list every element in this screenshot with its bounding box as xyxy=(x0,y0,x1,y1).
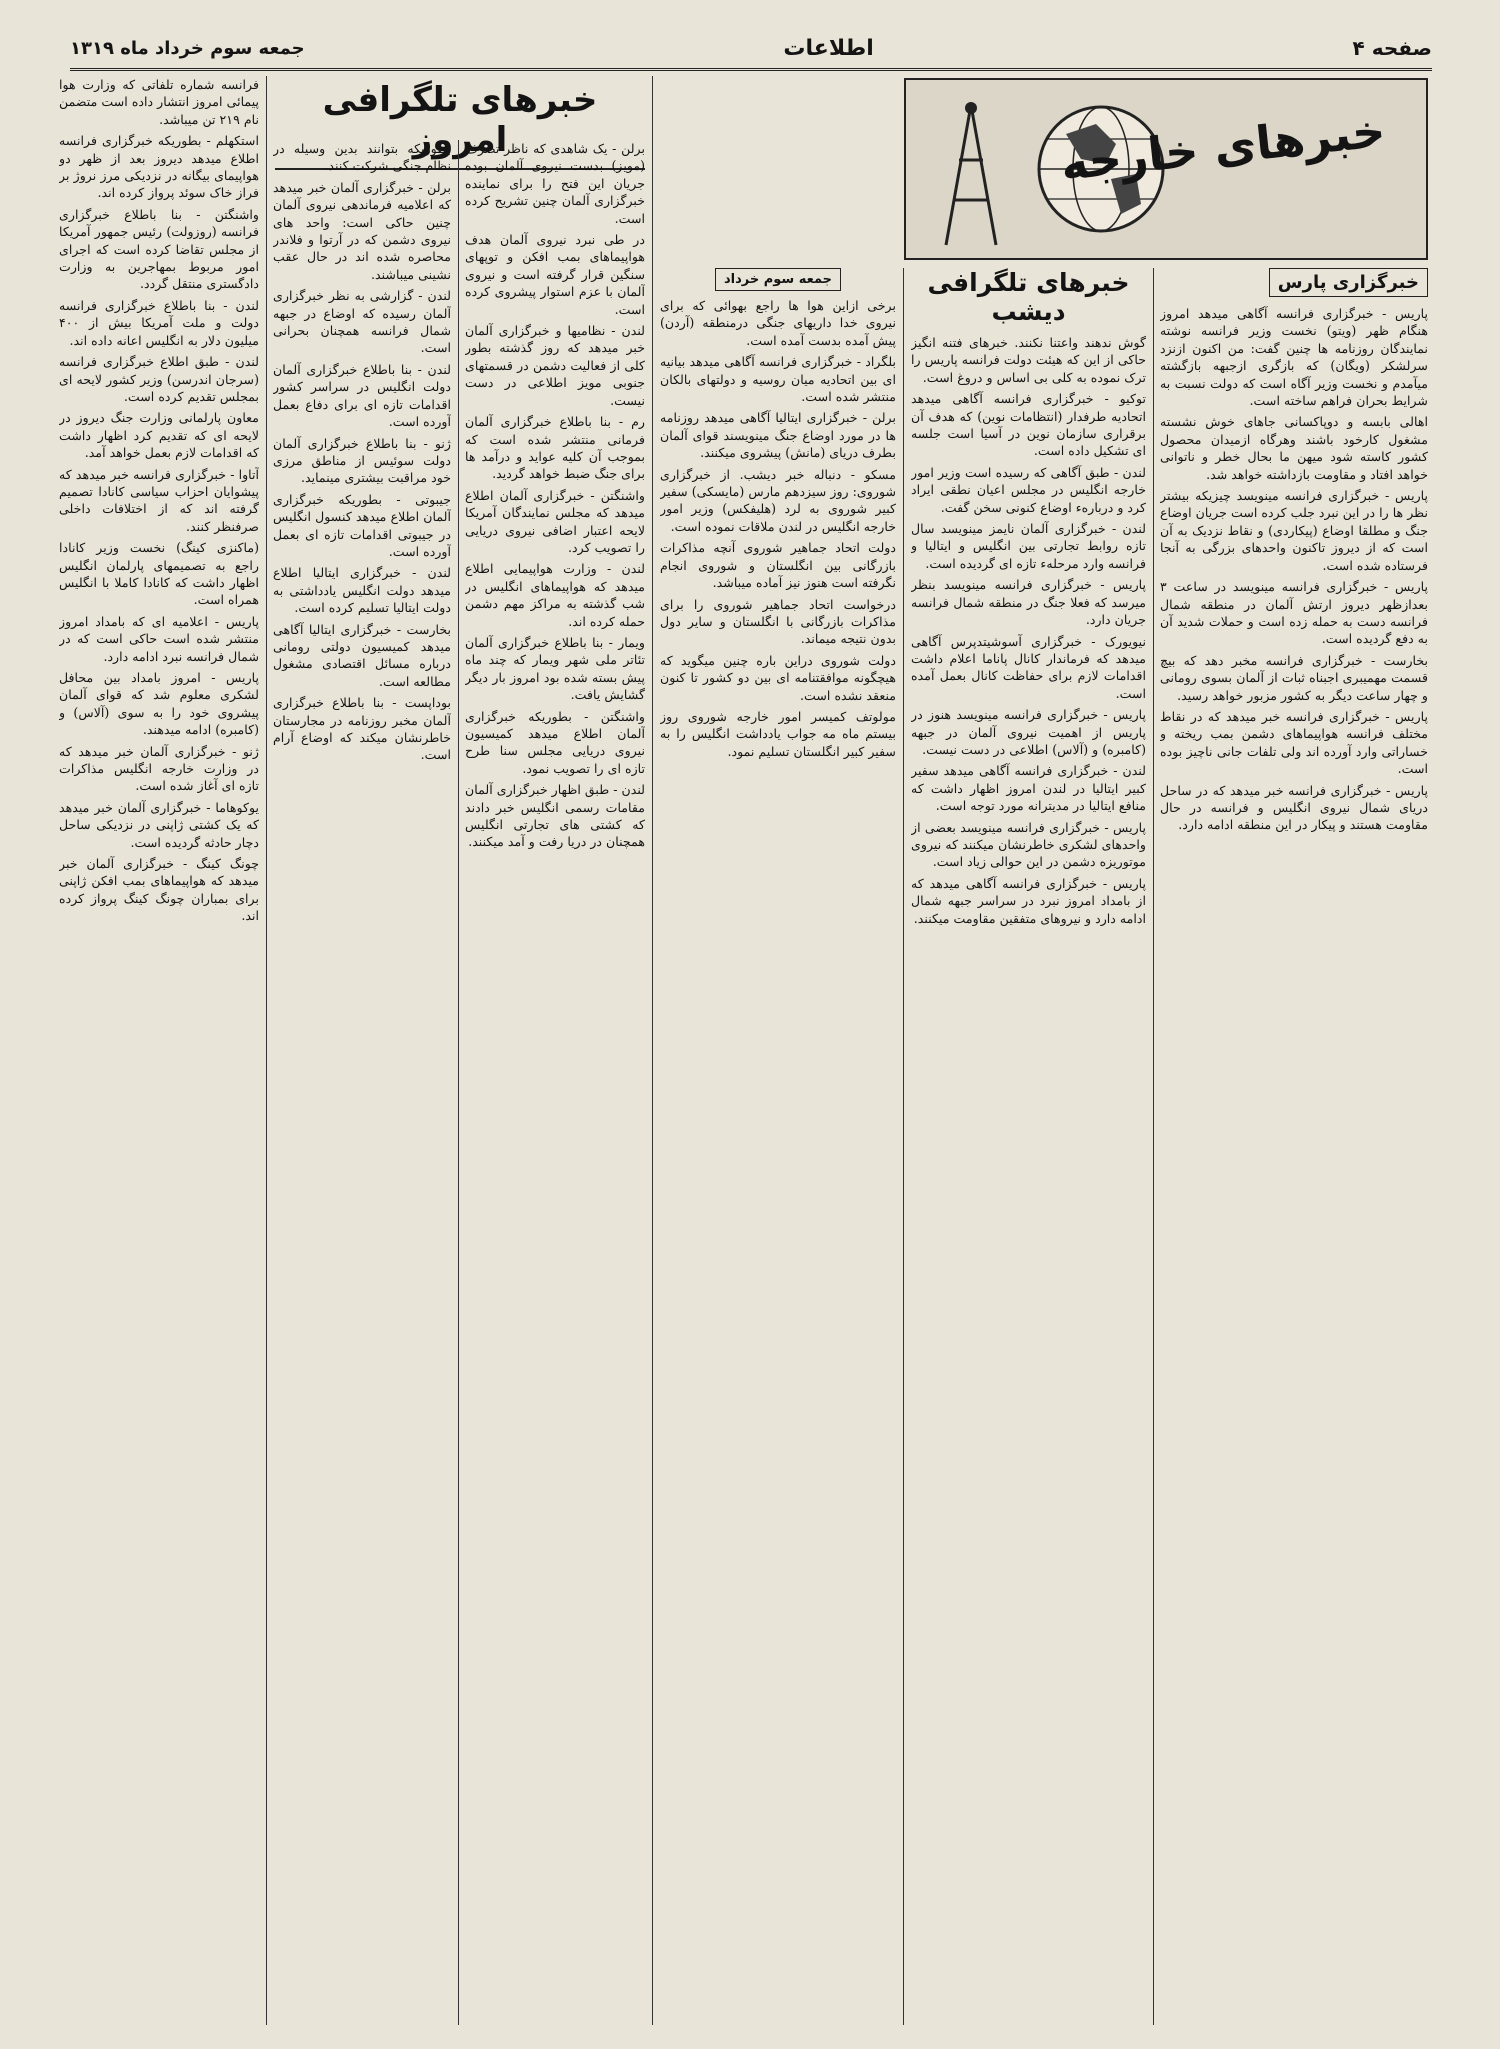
article: لندن - خبرگزاری فرانسه آگاهی میدهد سفیر کبیر ایتالیا در لندن امروز اظهار داشت که منافع ایتالیا در مدیترانه مورد توجه است. xyxy=(911,763,1146,814)
section-title-pars: خبرگزاری پارس xyxy=(1269,268,1428,297)
article: لندن - طبق اطلاع خبرگزاری فرانسه (سرجان اندرسن) وزیر کشور لایحه ای بمجلس تقدیم کرده است. xyxy=(59,354,259,404)
article: برلن - خبرگزاری آلمان خبر میدهد که اعلامیه فرماندهی نیروی آلمان چنین حاکی است: واحد های نیروی دشمن که در آرتوا و فلاندر محاصره شده اند در حال عقب نشینی میباشند. xyxy=(273,179,451,282)
foreign-news-banner xyxy=(904,78,1428,260)
section-title-today: خبرهای تلگرافی امروز xyxy=(275,80,645,170)
article: جیبوتی - بطوریکه خبرگزاری آلمان اطلاع میدهد کنسول انگلیس در جیبوتی اقدامات تازه ای بعمل آورده است. xyxy=(273,491,451,559)
article: پاریس - خبرگزاری فرانسه مینویسد در ساعت ۳ بعدازظهر دیروز ارتش آلمان در منطقه شمال فرانسه دست به حمله زده است و حملات شدید آن به دفع گردیده است. xyxy=(1160,579,1428,647)
article: رم - بنا باطلاع خبرگزاری آلمان فرمانی منتشر شده است که بموجب آن کلیه عواید و درآمد ها برای جنگ ضبط خواهد گردید. xyxy=(465,414,645,482)
article: لندن - وزارت هواپیمایی اطلاع میدهد که هواپیماهای انگلیس در شب گذشته به مراکز مهم دشمن حمله کرده اند. xyxy=(465,561,645,629)
article: ژنو - بنا باطلاع خبرگزاری آلمان دولت سوئیس از مناطق مرزی خود مراقبت بیشتری مینماید. xyxy=(273,435,451,486)
article: چونگ کینگ - خبرگزاری آلمان خبر میدهد که هواپیماهای بمب افکن ژاپنی برای بمباران چونگ کینگ پرواز کرده اند. xyxy=(59,856,259,924)
radio-tower-illustration xyxy=(926,100,1016,250)
article: آتاوا - خبرگزاری فرانسه خبر میدهد که پیشوایان احزاب سیاسی کانادا تصمیم گرفته اند که از اختلافات داخلی صرفنظر کنند. xyxy=(59,466,259,534)
article: اهالی بابسه و دوپاکسانی جاهای خوش نشسته مشغول کارخود باشند وهرگاه ازمیدان محصول کشور کاسته شود میهن ما بحال خطر و ناتوانی خواهد افتاد و مقاومت بازداشته خواهد شد. xyxy=(1160,414,1428,482)
article: لندن - بنا باطلاع خبرگزاری آلمان دولت انگلیس در سراسر کشور اقدامات تازه ای برای دفاع بعمل آورده است. xyxy=(273,361,451,430)
column-rule xyxy=(266,76,267,2025)
column-night-news xyxy=(911,268,1146,2025)
article: گوش ندهند واعتنا نکنند. خبرهای فتنه انگیز حاکی از این که هیئت دولت فرانسه پاریس را ترک نموده به کلی بی اساس و دروغ است. xyxy=(911,335,1146,385)
column-pars xyxy=(1160,268,1428,2025)
column-rule xyxy=(1153,268,1154,2025)
article: مولوتف کمیسر امور خارجه شوروی روز بیستم ماه مه جواب یادداشت انگلیس را به سفیر کبیر انگلستان تسلیم نمود. xyxy=(660,708,896,759)
column-middle xyxy=(660,268,896,2025)
article: واشنگتن - بنا باطلاع خبرگزاری فرانسه (روزولت) رئیس جمهور آمریکا از مجلس تقاضا کرده است که اجرای امور مربوط بمهاجرین به وزارت دادگستری منتقل گردد. xyxy=(59,206,259,292)
banner-title: خبرهای خارجه xyxy=(1058,103,1388,191)
article: ویمار - بنا باطلاع خبرگزاری آلمان تئاتر ملی شهر ویمار که چند ماه پیش بسته شده بود امروز بار دیگر گشایش یافت. xyxy=(465,634,645,703)
article: پاریس - خبرگزاری فرانسه آگاهی میدهد امروز هنگام ظهر (ویتو) نخست وزیر فرانسه نوشته نمایندگان روزنامه ها چنین گفت: من اکنون ازنزد سرلشکر (ویگان) که بازگری ازجبهه بازگشته میآمدم و نخست وزیر آگاه است که دولت نسبت به شرایط بحران فراهم ساخته است. xyxy=(1160,306,1428,409)
article: لندن - نظامیها و خبرگزاری آلمان خبر میدهد که روز گذشته بطور کلی از فعالیت دشمن در قسمتهای جنوبی مویز اطلاعی در دست نیست. xyxy=(465,323,645,408)
article: بطوریکه بتوانند بدین وسیله در نظام جنگی شرکت کنند. xyxy=(273,141,451,174)
issue-date: جمعه سوم خرداد ماه ۱۳۱۹ xyxy=(70,37,305,59)
article: پاریس - خبرگزاری فرانسه مینویسد هنوز در پاریس از اهمیت نیروی آلمان در جبهه (کامبره) و (آلاس) اطلاعی در دست نیست. xyxy=(911,707,1146,757)
article: پاریس - خبرگزاری فرانسه مینویسد بعضی از واحدهای لشکری خاطرنشان میکنند که نیروی موتوریزه دشمن در این حوالی زیاد است. xyxy=(911,819,1146,870)
article: درخواست اتحاد جماهیر شوروی را برای مذاکرات بازرگانی با انگلستان و سایر دول بدون نتیجه میماند. xyxy=(660,596,896,647)
article: لندن - خبرگزاری آلمان نایمز مینویسد سال تازه روابط تجارتی بین انگلیس و ایتالیا و فرانسه وارد مرحلهء تازه ای گردیده است. xyxy=(911,521,1146,571)
newspaper-name: اطلاعات xyxy=(783,35,874,61)
section-title-night: خبرهای تلگرافی دیشب xyxy=(927,268,1130,326)
article: بلگراد - خبرگزاری فرانسه آگاهی میدهد بیانیه ای بین اتحادیه میان روسیه و دولتهای بالکان منتشر شده است. xyxy=(660,354,896,405)
column-rule xyxy=(458,140,459,2025)
article: واشنگتن - خبرگزاری آلمان اطلاع میدهد که مجلس نمایندگان آمریکا لایحه اعتبار اضافی نیروی دریایی را تصویب کرد. xyxy=(465,487,645,555)
article: در طی نبرد نیروی آلمان هدف هواپیماهای بمب افکن و توپهای سنگین قرار گرفته است و نیروی آلمان با عزم استوار پیشروی کرده است. xyxy=(465,232,645,317)
article: لندن - طبق اظهار خبرگزاری آلمان مقامات رسمی انگلیس خبر دادند که کشتی های تجارتی انگلیس همچنان در دریا رفت و آمد میکنند. xyxy=(465,782,645,850)
article: دولت اتحاد جماهیر شوروی آنچه مذاکرات بازرگانی بین انگلستان و شوروی انجام نگرفته است هنوز نیز آماده میباشد. xyxy=(660,540,896,591)
article: توکیو - خبرگزاری فرانسه آگاهی میدهد اتحادیه طرفدار (انتظامات نوین) که هدف آن برقراری سازمان نوین در آسیا است جلسه ای تشکیل داده است. xyxy=(911,391,1146,459)
article: پاریس - خبرگزاری فرانسه خبر میدهد که در ساحل دریای شمال نیروی انگلیس و فرانسه در حال مقاومت هستند و پیکار در این منطقه ادامه دارد. xyxy=(1160,782,1428,833)
article: فرانسه شماره تلفاتی که وزارت هوا پیمائی امروز انتشار داده است متضمن نام ۲۱۹ تن میباشد. xyxy=(59,77,259,127)
article: برلن - خبرگزاری ایتالیا آگاهی میدهد روزنامه ها در مورد اوضاع جنگ مینویسند قوای آلمان بطرف دریای (مانش) پیشروی میکنند. xyxy=(660,410,896,461)
article: پاریس - خبرگزاری فرانسه خبر میدهد که در نقاط مختلف فرانسه هواپیماهای دشمن بمب ریخته و خساراتی وارد آورده اند ولی تلفات جانی ناچیز بوده است. xyxy=(1160,708,1428,777)
column-rule xyxy=(903,268,904,2025)
article: لندن - خبرگزاری ایتالیا اطلاع میدهد دولت انگلیس یادداشتی به دولت ایتالیا تسلیم کرده است. xyxy=(273,565,451,616)
article: معاون پارلمانی وزارت جنگ دیروز در لایحه ای که تقدیم کرد اظهار داشت که اقدامات لازم بعمل خواهد آمد. xyxy=(59,410,259,461)
article: لندن - بنا باطلاع خبرگزاری فرانسه دولت و ملت آمریکا بیش از ۴۰۰ میلیون دلار به انگلیس اعانه داده اند. xyxy=(59,297,259,348)
column-left xyxy=(59,76,259,2025)
page-number: صفحه ۴ xyxy=(1352,36,1432,60)
article: پاریس - اعلامیه ای که بامداد امروز منتشر شده است حاکی است که در شمال فرانسه نبرد ادامه دارد. xyxy=(59,613,259,664)
article: پاریس - امروز بامداد بین محافل لشکری معلوم شد که قوای آلمان پیشروی خود را به سوی (آلاس) و (کامبره) ادامه میدهند. xyxy=(59,670,259,738)
dateline: جمعه سوم خرداد xyxy=(715,268,841,291)
article: پاریس - خبرگزاری فرانسه آگاهی میدهد که از بامداد امروز نبرد در سراسر جبهه شمال ادامه دارد و نیروهای متفقین مقاومت میکنند. xyxy=(911,875,1146,926)
article: لندن - گزارشی به نظر خبرگزاری آلمان رسیده که اوضاع در جبهه شمال فرانسه همچنان بحرانی است. xyxy=(273,288,451,356)
article: یوکوهاما - خبرگزاری آلمان خبر میدهد که یک کشتی ژاپنی در نزدیکی ساحل دچار حادثه گردیده است. xyxy=(59,799,259,850)
article: استکهلم - بطوریکه خبرگزاری فرانسه اطلاع میدهد دیروز بعد از ظهر دو هواپیمای بیگانه در نزدیکی مرز نروژ بر فراز خاک سوئد پرواز کرده اند. xyxy=(59,133,259,201)
article: ژنو - خبرگزاری آلمان خبر میدهد که در وزارت خارجه انگلیس مذاکرات تازه ای آغاز شده است. xyxy=(59,743,259,794)
article: بخارست - خبرگزاری فرانسه مخبر دهد که بیچ قسمت مهمیبری اجبناه ثبات از آلمان بسوی رومانی و چهار ساعت دیگر به کشور مزبور خواهد رسید. xyxy=(1160,652,1428,703)
article: دولت شوروی دراین باره چنین میگوید که هیچگونه موافقتنامه ای بین دو کشور تا کنون منعقد نشده است. xyxy=(660,652,896,703)
column-today-1 xyxy=(465,140,645,2025)
article: بوداپست - بنا باطلاع خبرگزاری آلمان مخبر روزنامه در مجارستان خاطرنشان میکند که اوضاع آرام است. xyxy=(273,695,451,763)
article: پاریس - خبرگزاری فرانسه مینویسد بنظر میرسد که فعلا جنگ در منطقه شمال فرانسه جریان دارد. xyxy=(911,577,1146,628)
article: پاریس - خبرگزاری فرانسه مینویسد چیزیکه بیشتر نظر ها را در این نبرد جلب کرده است جریان اوضاع جنگ و مطلقا اوضاع (پیکاردی) و نقاط نزدیک به آن است که از دیروز تاکنون واحدهای بزرگی به آنجا فرستاده شده است. xyxy=(1160,488,1428,573)
column-today-2 xyxy=(273,140,451,2025)
column-rule xyxy=(652,76,653,2025)
page-header xyxy=(70,28,1432,71)
article: برخی ازاین هوا ها راجع بهوائی که برای نیروی خدا داریهای جنگی درمنطقه (آردن) پیش آمده بدست آمده است. xyxy=(660,298,896,348)
article: برلن - یک شاهدی که ناظر تصرف (مویز) بدست نیروی آلمان بوده جریان این فتح را برای نماینده خبرگزاری آلمان چنین تشریح کرده است. xyxy=(465,141,645,226)
article: واشنگتن - بطوریکه خبرگزاری آلمان اطلاع میدهد کمیسیون نیروی دریایی مجلس سنا طرح تازه ای را تصویب نمود. xyxy=(465,708,645,776)
article: مسکو - دنباله خبر دیشب. از خبرگزاری شوروی: روز سیزدهم مارس (مایسکی) سفیر کبیر شوروی به لرد (هلیفکس) وزیر امور خارجه انگلیس در لندن ملاقات نموده است. xyxy=(660,466,896,534)
article: بخارست - خبرگزاری ایتالیا آگاهی میدهد کمیسیون دولتی رومانی درباره مسائل اقتصادی مشغول مطالعه است. xyxy=(273,621,451,689)
article: لندن - طبق آگاهی که رسیده است وزیر امور خارجه انگلیس در مجلس اعیان نطقی ایراد کرد و دربارهء اوضاع کنونی سخن گفت. xyxy=(911,464,1146,515)
article: (ماکنزی کینگ) نخست وزیر کانادا راجع به تصمیمهای پارلمان انگلیس اظهار داشت که کانادا کاملا با انگلیس همراه است. xyxy=(59,540,259,608)
article: نیویورک - خبرگزاری آسوشیتدپرس آگاهی میدهد که فرماندار کانال پاناما اعلام داشت اقدامات لازم برای حفاظت کانال بعمل آمده است. xyxy=(911,633,1146,701)
